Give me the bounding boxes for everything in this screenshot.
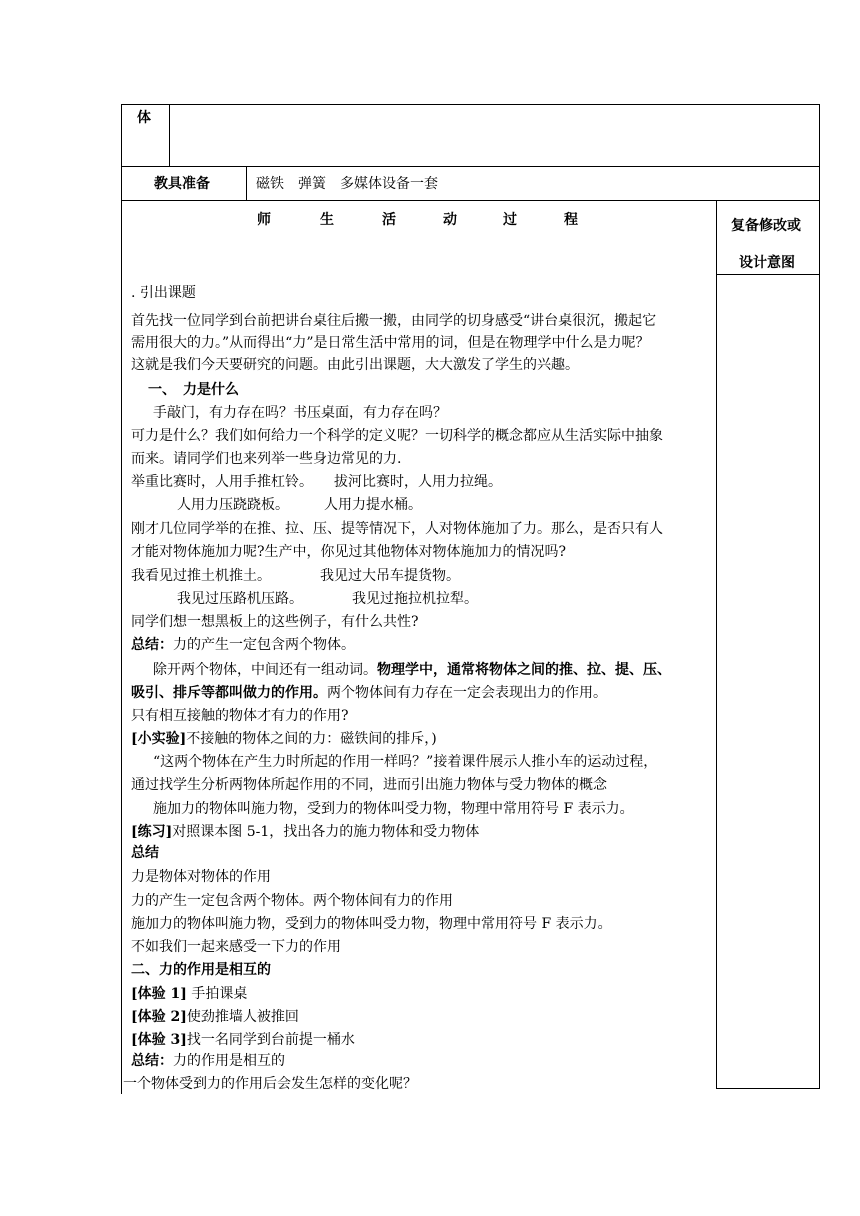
content-line: 举重比赛时，人用手推杠铃。 拔河比赛时，人用力拉绳。 — [131, 474, 502, 490]
summary-line — [131, 636, 355, 654]
exercise-text: 对照课本图 5-1，找出各力的施力物体和受力物体 — [172, 824, 480, 840]
table-border-right — [819, 104, 820, 1089]
content-line: 而来。请同学们也来列举一些身边常见的力. — [131, 451, 402, 467]
content-line: 施加力的物体叫施力物，受到力的物体叫受力物，物理中常用符号 F 表示力。 — [153, 801, 634, 817]
process-heading-char: 程 — [564, 212, 578, 228]
experience-text: 手拍课桌 — [186, 986, 248, 1002]
exercise-line — [131, 823, 479, 841]
content-line: 需用很大的力。”从而得出“力”是日常生活中常用的词，但是在物理学中什么是力呢？ — [131, 335, 650, 351]
summary-text: 力的产生一定包含两个物体。 — [173, 637, 355, 653]
summary-label: 总结： — [131, 637, 173, 653]
content-line: 我看见过推土机推土。 我见过大吊车提货物。 — [131, 568, 460, 584]
content-line: 施加力的物体叫施力物，受到力的物体叫受力物，物理中常用符号 F 表示力。 — [131, 916, 612, 932]
experience-label: [体验 2] — [131, 1009, 187, 1025]
experiment-line — [131, 730, 437, 748]
content-line: 只有相互接触的物体才有力的作用? — [131, 708, 349, 724]
summary-label: 总结 — [131, 845, 159, 861]
content-line: 我见过压路机压路。 我见过拖拉机拉犁。 — [177, 591, 478, 607]
content-bold-text: 物理学中，通常将物体之间的推、拉、提、压、 — [377, 662, 671, 678]
process-heading-char: 过 — [503, 212, 517, 228]
section-heading: 二、力的作用是相互的 — [131, 962, 271, 978]
content-line: 不如我们一起来感受一下力的作用 — [131, 939, 341, 955]
side-column-bottom — [716, 1088, 820, 1089]
process-heading-char: 师 — [257, 212, 271, 228]
experience-line — [131, 1008, 299, 1026]
content-line — [153, 661, 671, 679]
experience-text: 使劲推墙人被推回 — [186, 1009, 299, 1025]
process-heading-char: 生 — [320, 212, 334, 228]
content-line: . 引出课题 — [131, 285, 196, 301]
content-line: 这就是我们今天要研究的问题。由此引出课题，大大激发了学生的兴趣。 — [131, 357, 579, 373]
process-heading-char: 动 — [443, 212, 457, 228]
experience-label: [体验 1] — [131, 986, 187, 1002]
content-line: 一个物体受到力的作用后会发生怎样的变化呢？ — [123, 1076, 417, 1092]
content-text: 除开两个物体，中间还有一组动词。 — [153, 662, 377, 678]
label-column-divider — [169, 104, 170, 166]
table-border-top — [121, 104, 820, 105]
content-line: 通过找学生分析两物体所起作用的不同，进而引出施力物体与受力物体的概念 — [131, 777, 607, 793]
content-line: 刚才几位同学举的在推、拉、压、提等情况下，人对物体施加了力。那么，是否只有人 — [131, 521, 663, 537]
experiment-text: 不接触的物体之间的力：磁铁间的排斥，) — [186, 731, 437, 747]
experiment-label: [小实验] — [131, 731, 187, 747]
content-line: 力是物体对物体的作用 — [131, 869, 271, 885]
table-border-left — [121, 104, 122, 1094]
content-line: “这两个物体在产生力时所起的作用一样吗？”接着课件展示人推小车的运动过程， — [153, 754, 658, 770]
experience-text: 找一名同学到台前提一桶水 — [186, 1032, 355, 1048]
content-line: 才能对物体施加力呢?生产中，你见过其他物体对物体施加力的情况吗? — [131, 544, 567, 560]
experience-label: [体验 3] — [131, 1032, 187, 1048]
content-line: 可力是什么？我们如何给力一个科学的定义呢？一切科学的概念都应从生活实际中抽象 — [131, 428, 663, 444]
side-column-divider — [716, 274, 820, 275]
content-bold-text: 吸引、排斥等都叫做力的作用。 — [131, 685, 327, 701]
label-column-divider — [246, 166, 247, 200]
table-row-divider — [121, 166, 820, 167]
content-line: 手敲门，有力存在吗？书压桌面，有力存在吗？ — [153, 405, 447, 421]
content-line — [131, 684, 607, 702]
row1-label: 体 — [137, 110, 151, 126]
teaching-aids-value: 磁铁 弹簧 多媒体设备一套 — [256, 176, 438, 192]
side-column-left-border — [716, 200, 717, 1089]
content-line: 人用力压跷跷板。 人用力提水桶。 — [177, 497, 422, 513]
side-heading-line2: 设计意图 — [739, 255, 795, 271]
experience-line — [131, 985, 247, 1003]
content-line: 力的产生一定包含两个物体。两个物体间有力的作用 — [131, 893, 453, 909]
content-line: 同学们想一想黑板上的这些例子，有什么共性? — [131, 614, 419, 630]
experience-line — [131, 1031, 355, 1049]
content-line: 首先找一位同学到台前把讲台桌往后搬一搬，由同学的切身感受“讲台桌很沉，搬起它 — [131, 313, 657, 329]
side-heading-line1: 复备修改或 — [731, 218, 801, 234]
summary-line — [131, 1052, 285, 1070]
section-heading: 一、 力是什么 — [148, 382, 239, 398]
summary-text: 力的作用是相互的 — [173, 1053, 285, 1069]
exercise-label: [练习] — [131, 824, 173, 840]
teaching-aids-label: 教具准备 — [154, 176, 210, 192]
content-text: 两个物体间有力存在一定会表现出力的作用。 — [327, 685, 607, 701]
process-heading-char: 活 — [382, 212, 396, 228]
summary-label: 总结： — [131, 1053, 173, 1069]
